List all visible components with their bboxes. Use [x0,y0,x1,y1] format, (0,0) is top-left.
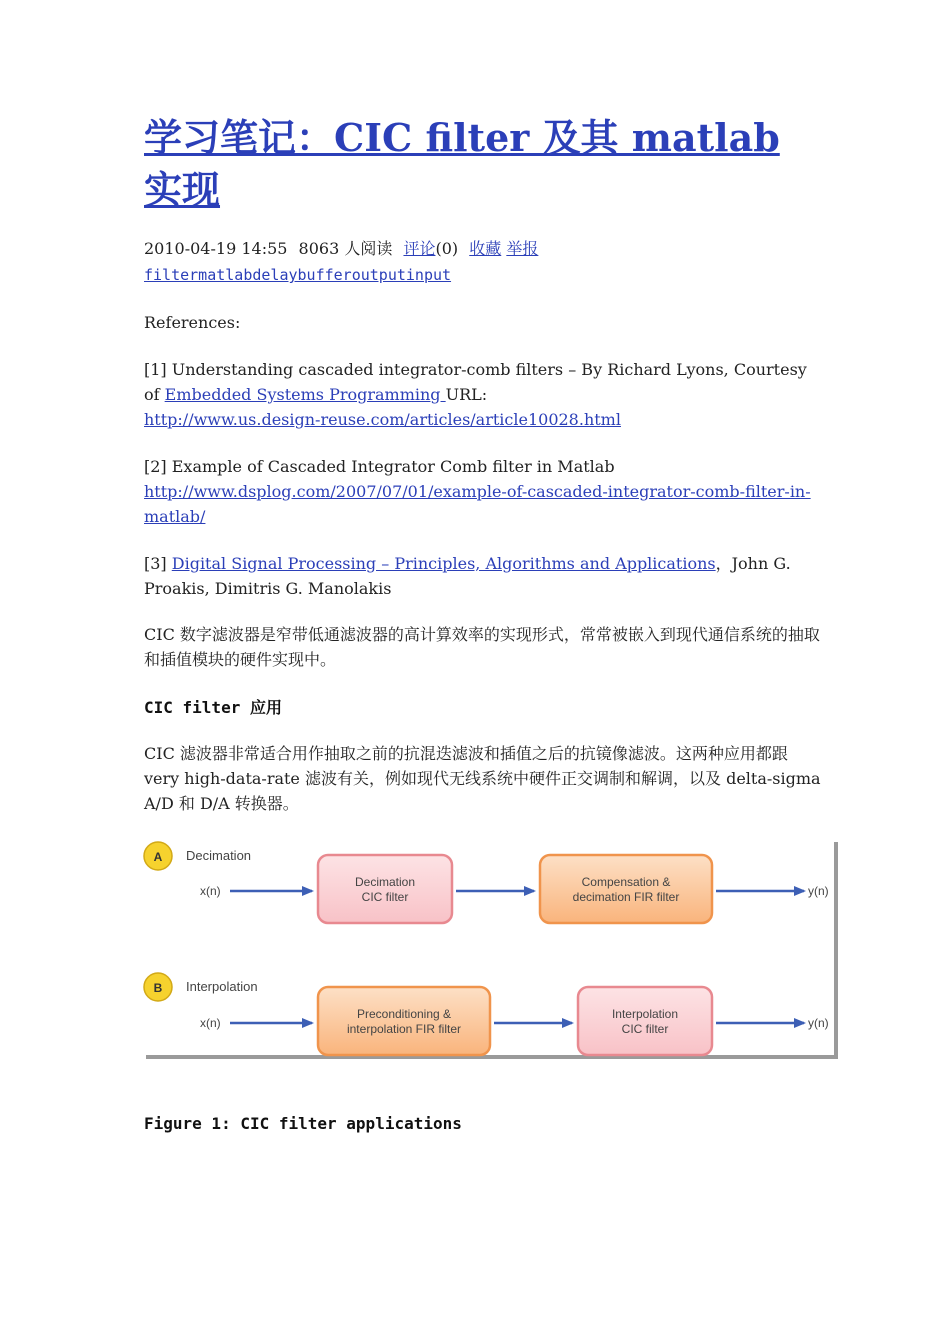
decimation-cic-block [318,855,452,923]
row-b-block2-line1: Interpolation [611,1007,679,1021]
row-a-input-label: x(n) [200,884,221,898]
badge-b-text: B [153,981,163,995]
figure-caption: Figure 1: CIC filter applications [144,1114,462,1133]
meta-reads: 8063 人阅读 [298,239,393,258]
row-a-block2-line2: decimation FIR filter [572,890,680,904]
preconditioning-fir-block [318,987,490,1055]
ref3-link[interactable]: Digital Signal Processing – Principles, Algorithms and Applications [171,554,716,573]
favorite-link[interactable]: 收藏 [469,239,502,258]
article-title[interactable]: 学习笔记：CIC filter 及其 matlab 实现 [144,115,780,212]
badge-a-text: A [153,850,163,864]
comment-count: (0) [435,239,459,258]
meta-line-1 [144,236,824,262]
references-label: References: [144,313,241,332]
ref3-suffix: ，John G. Proakis, Dimitris G. Manolakis [144,554,791,598]
ref1-url-label: URL: [445,385,488,404]
compensation-fir-block [540,855,712,923]
row-b-block2-line2: CIC filter [621,1022,669,1036]
row-a-label: Decimation [186,848,252,863]
ref1-link[interactable]: Embedded Systems Programming [164,385,446,404]
comment-link[interactable]: 评论 [403,239,436,258]
row-a-block1-line1: Decimation [354,875,416,889]
meta-line-2 [144,262,824,288]
ref2-prefix: [2] Example of Cascaded Integrator Comb filter in Matlab [144,457,615,476]
row-b-block1-line2: interpolation FIR filter [346,1022,462,1036]
row-a-block1-line2: CIC filter [361,890,409,904]
row-b-input-label: x(n) [200,1016,221,1030]
row-a-output-label: y(n) [808,884,829,898]
meta-datetime: 2010-04-19 14:55 [144,239,288,258]
intro-paragraph: CIC 数字滤波器是窄带低通滤波器的高计算效率的实现形式，常常被嵌入到现代通信系统的抽取和插值模块的硬件实现中。 [144,625,820,669]
reference-2 [144,454,824,529]
row-b-label: Interpolation [186,979,258,994]
interpolation-cic-block [578,987,712,1055]
row-a-block2-line1: Compensation & [581,875,671,889]
ref1-prefix: [1] Understanding cascaded integrator-comb filters – By Richard Lyons, Courtesy of [144,360,807,404]
application-paragraph: CIC 滤波器非常适合用作抽取之前的抗混迭滤波和插值之后的抗镜像滤波。这两种应用都跟 very high-data-rate 滤波有关，例如现代无线系统中硬件正交调制和解调，以及 delta-sigma A/D 和 D/A 转换器。 [144,744,821,813]
row-b-output-label: y(n) [808,1016,829,1030]
row-b-block1-line1: Preconditioning & [356,1007,452,1021]
figure-diagram [140,838,840,1062]
tags-link[interactable]: filtermatlabdelaybufferoutputinput [144,266,452,284]
report-link[interactable]: 举报 [506,239,539,258]
article-meta [144,236,824,288]
section-heading: CIC filter 应用 [144,698,282,717]
cic-applications-figure [140,838,840,1062]
ref2-url[interactable]: http://www.dsplog.com/2007/07/01/example-of-cascaded-integrator-comb-filter-in-matlab/ [144,482,811,526]
reference-3 [144,551,824,601]
ref1-url[interactable]: http://www.us.design-reuse.com/articles/article10028.html [144,410,621,429]
ref3-prefix: [3] [144,554,172,573]
reference-1 [144,357,824,432]
